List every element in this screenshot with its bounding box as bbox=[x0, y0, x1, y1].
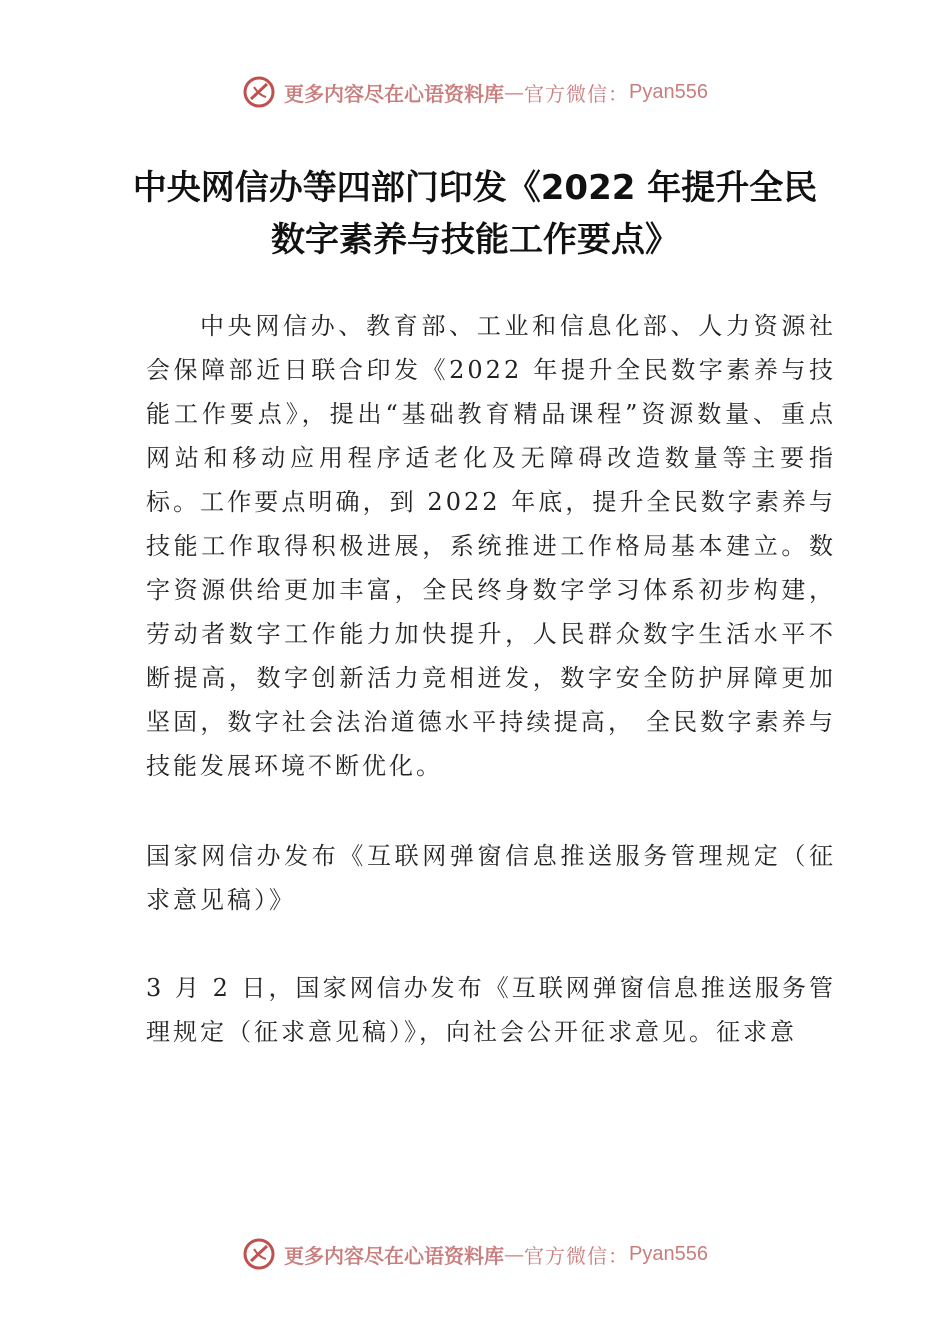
watermark-brand: 更多内容尽在心语资料库 bbox=[284, 1243, 505, 1268]
watermark-wechat-id: Pyan556 bbox=[629, 1242, 708, 1265]
paragraph-3: 3 月 2 日，国家网信办发布《互联网弹窗信息推送服务管理规定（征求意见稿）》，向社会公开征求意见。征求意 bbox=[146, 974, 836, 1046]
document-title bbox=[100, 162, 850, 266]
header-watermark bbox=[0, 70, 950, 114]
paragraph-2: 国家网信办发布《互联网弹窗信息推送服务管理规定（征求意见稿）》 bbox=[146, 842, 836, 914]
logo-icon bbox=[242, 1237, 276, 1271]
footer-watermark bbox=[0, 1232, 950, 1276]
title-line-2: 数字素养与技能工作要点》 bbox=[271, 220, 679, 260]
watermark-dash: — bbox=[504, 1242, 525, 1266]
watermark-dash: — bbox=[504, 80, 525, 104]
logo-icon bbox=[242, 75, 276, 109]
watermark-brand: 更多内容尽在心语资料库 bbox=[284, 81, 505, 106]
watermark-wechat-id: Pyan556 bbox=[629, 80, 708, 103]
watermark-label: 官方微信： bbox=[524, 81, 630, 106]
paragraph-1: 中央网信办、教育部、工业和信息化部、人力资源社会保障部近日联合印发《2022 年提升全民数字素养与技能工作要点》，提出“基础教育精品课程”资源数量、重点网站和移动应用程序适老化及无障碍改造数量等主要指标。工作要点明确，到 2022 年底，提升全民数字素养与技能工作取得积极进展，系统推进工作格局基本建立。数字资源供给更加丰富，全民终身数字学习体系初步构建，劳动者数字工作能力加快提升，人民群众数字生活水平不断提高，数字创新活力竞相迸发，数字安全防护屏障更加坚固，数字社会法治道德水平持续提高， 全民数字素养与技能发展环境不断优化。 bbox=[146, 312, 836, 780]
title-line-1: 中央网信办等四部门印发《2022 年提升全民 bbox=[132, 168, 818, 208]
watermark-label: 官方微信： bbox=[524, 1243, 630, 1268]
